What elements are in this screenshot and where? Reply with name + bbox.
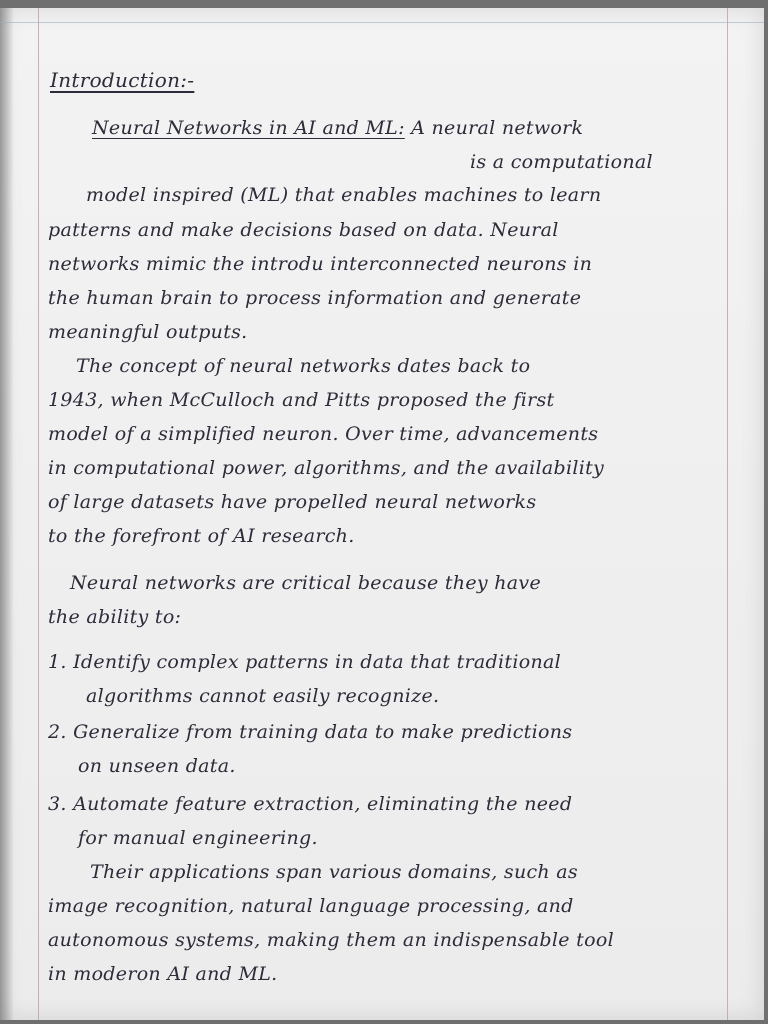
paragraph4-line1: Their applications span various domains, such as [90, 861, 578, 883]
list-item-3-text: Automate feature extraction, eliminating the need [73, 793, 573, 815]
right-margin-line [727, 8, 728, 1020]
left-margin-line [38, 8, 39, 1020]
paragraph2-line6: to the forefront of AI research. [48, 525, 355, 547]
paragraph1-line1 [92, 116, 583, 140]
paragraph1-line4: patterns and make decisions based on data. Neural [48, 219, 559, 241]
paragraph3-line1: Neural networks are critical because they have [70, 572, 542, 594]
notebook-page [0, 8, 764, 1020]
paragraph1-line5: networks mimic the introdu interconnected neurons in [48, 253, 593, 275]
paragraph4-line4: in moderon AI and ML. [48, 963, 278, 985]
paragraph2-line2: 1943, when McCulloch and Pitts proposed the first [48, 389, 555, 411]
list-item-3-line2: for manual engineering. [78, 827, 318, 849]
list-item-1-line2: algorithms cannot easily recognize. [86, 685, 440, 707]
list-item-1-text: Identify complex patterns in data that traditional [73, 651, 561, 673]
paragraph3-line2: the ability to: [48, 606, 182, 628]
paragraph1-line6: the human brain to process information and generate [48, 287, 582, 309]
paragraph1-term: Neural Networks in AI and ML: [92, 117, 405, 139]
paragraph2-line5: of large datasets have propelled neural networks [48, 491, 537, 513]
list-number-1: 1. [48, 651, 67, 673]
paragraph1-line2: is a computational [470, 151, 653, 173]
paragraph4-line2: image recognition, natural language processing, and [48, 895, 574, 917]
heading: Introduction:- [50, 68, 195, 92]
list-number-2: 2. [48, 721, 67, 743]
paragraph1-line1-text: A neural network [411, 117, 584, 139]
list-item-3-line1 [48, 792, 572, 816]
paragraph2-line1: The concept of neural networks dates back to [76, 355, 531, 377]
page-shadow [0, 8, 14, 1020]
paragraph1-line7: meaningful outputs. [48, 321, 248, 343]
paragraph2-line4: in computational power, algorithms, and the availability [48, 457, 605, 479]
list-item-1-line1 [48, 650, 561, 674]
list-item-2-line2: on unseen data. [78, 755, 236, 777]
paragraph1-line3: model inspired (ML) that enables machines to learn [86, 184, 602, 206]
paragraph2-line3: model of a simplified neuron. Over time, advancements [48, 423, 599, 445]
list-item-2-text: Generalize from training data to make predictions [73, 721, 573, 743]
top-rule-line [0, 22, 764, 23]
list-number-3: 3. [48, 793, 67, 815]
paragraph4-line3: autonomous systems, making them an indispensable tool [48, 929, 614, 951]
list-item-2-line1 [48, 720, 572, 744]
